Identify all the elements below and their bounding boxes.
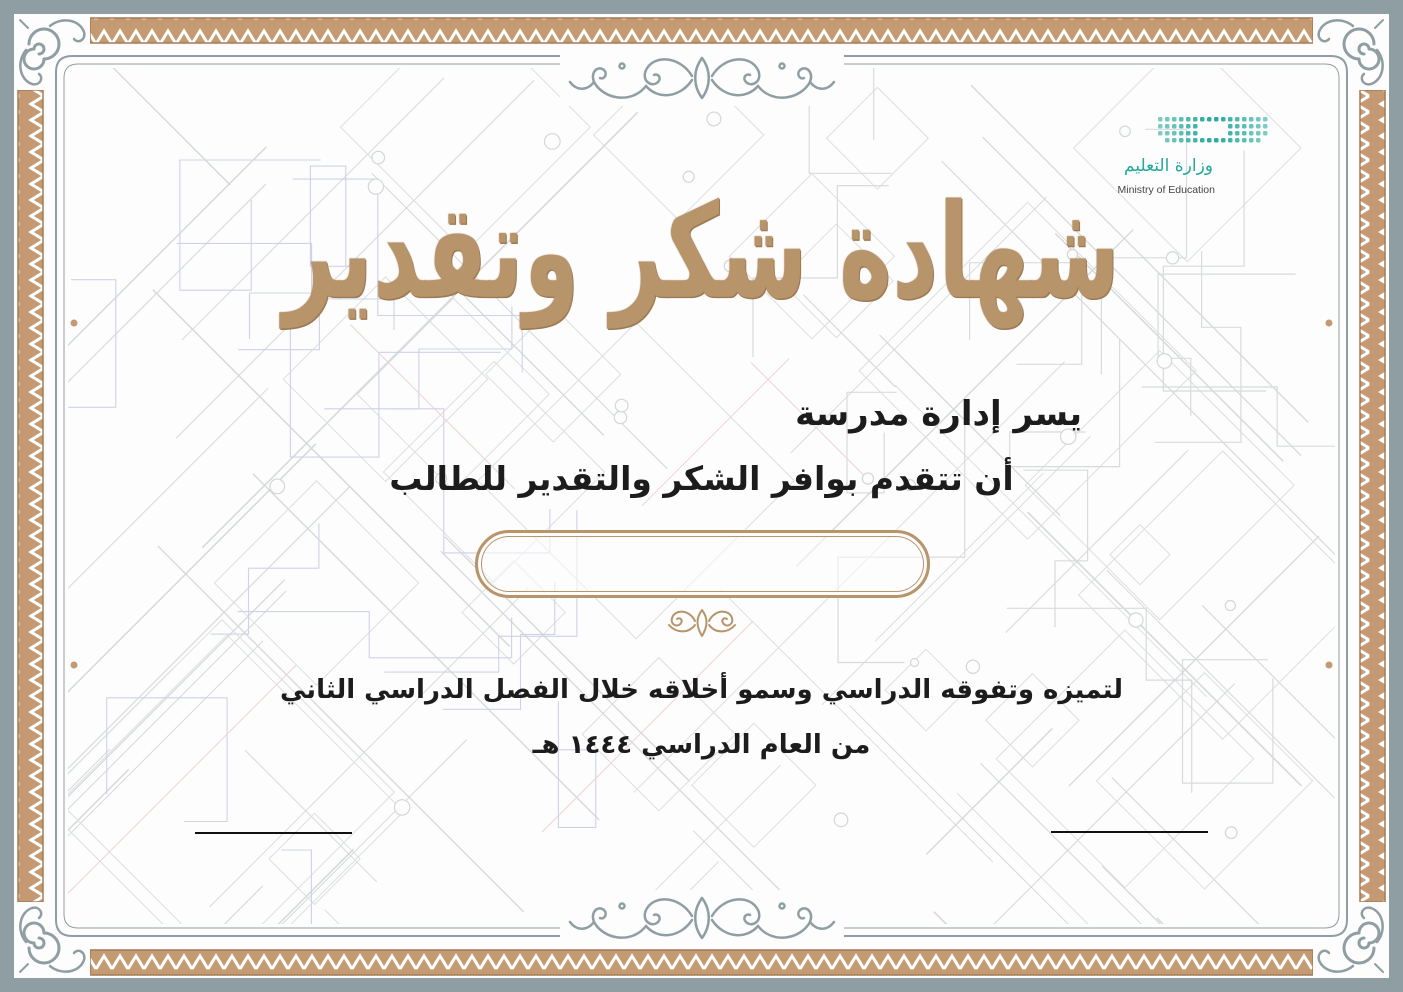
logo-dot [1263,131,1268,136]
pattern-line [1129,613,1143,627]
logo-dot [1207,138,1212,143]
logo-dot [1221,138,1226,143]
zigzag-border-bottom [90,950,1313,975]
logo-dot [1165,124,1170,129]
logo-dot [1256,138,1261,143]
logo-dot [1249,117,1254,122]
greeting-line: يسر إدارة مدرسة [795,394,1082,434]
logo-dot [1165,138,1170,143]
corner-ornament-top-right [1313,14,1389,90]
pattern-line [394,800,409,815]
pattern-line [834,813,848,827]
logo-dot [1249,138,1254,143]
logo-dot [1172,131,1177,136]
logo-dot [1193,131,1198,136]
logo-dot [1179,138,1184,143]
logo-dot [1242,138,1247,143]
logo-dot [1235,131,1240,136]
pattern-line [544,134,560,150]
bottom-ornament [560,890,844,946]
certificate-title: شهادة شكر وتقدير [283,176,1120,329]
logo-dot [1193,124,1198,129]
logo-dot [1235,124,1240,129]
logo-dot [1186,124,1191,129]
logo-dot [1214,117,1219,122]
logo-dot [1186,117,1191,122]
logo-dot [1242,124,1247,129]
logo-dot [1158,131,1163,136]
certificate-title-area [200,150,1203,355]
signature-line-right [1051,831,1208,833]
logo-dot [1256,131,1261,136]
logo-dot [1263,124,1268,129]
corner-ornament-top-left [14,14,90,90]
logo-dot [1214,138,1219,143]
logo-dot [1179,117,1184,122]
pattern-line [1225,600,1235,610]
logo-dot [1207,117,1212,122]
pattern-line [911,659,919,667]
pattern-line [614,411,626,423]
logo-dot [1172,117,1177,122]
pattern-line [615,399,628,412]
zigzag-border-left [18,90,43,902]
logo-dot [1200,138,1205,143]
pattern-line [1225,827,1237,839]
logo-dot [1228,117,1233,122]
logo-dot [1179,124,1184,129]
logo-dot [1158,124,1163,129]
logo-dot [1249,131,1254,136]
logo-dot [1172,138,1177,143]
reason-line: لتميزه وتفوقه الدراسي وسمو أخلاقه خلال الفصل الدراسي الثاني [280,675,1123,705]
logo-dot [1221,117,1226,122]
pattern-line [707,112,721,126]
logo-name-ar: وزارة التعليم [1124,156,1213,176]
logo-dot [1228,124,1233,129]
logo-dot [1228,138,1233,143]
logo-dot [1172,124,1177,129]
logo-dot [1158,117,1163,122]
year-line: من العام الدراسي ١٤٤٤ هـ [532,730,871,760]
zigzag-border-right [1360,90,1385,902]
logo-dot [1256,117,1261,122]
logo-dot [1242,131,1247,136]
logo-dot [1193,117,1198,122]
logo-dot [1263,117,1268,122]
logo-dot [1179,131,1184,136]
logo-dot [1228,131,1233,136]
pattern-line [1157,354,1172,369]
logo-dot [1186,138,1191,143]
corner-ornament-bottom-right [1313,902,1389,978]
thanks-line: أن تتقدم بوافر الشكر والتقدير للطالب [389,459,1014,498]
logo-dot [1235,138,1240,143]
logo-name-en: Ministry of Education [1117,184,1215,196]
zigzag-border-top [90,18,1313,43]
logo-dot [1256,124,1261,129]
logo-dot [1165,117,1170,122]
logo-mark [1158,117,1270,147]
corner-ornament-bottom-left [14,902,90,978]
logo-dot [1186,131,1191,136]
logo-dot [1249,124,1254,129]
logo-dot [1165,131,1170,136]
logo-dot [1193,138,1198,143]
top-ornament [560,50,844,106]
logo-dot [1235,117,1240,122]
signature-line-left [195,832,352,834]
logo-dot [1242,117,1247,122]
student-name-box [475,530,930,598]
logo-dot [1200,117,1205,122]
